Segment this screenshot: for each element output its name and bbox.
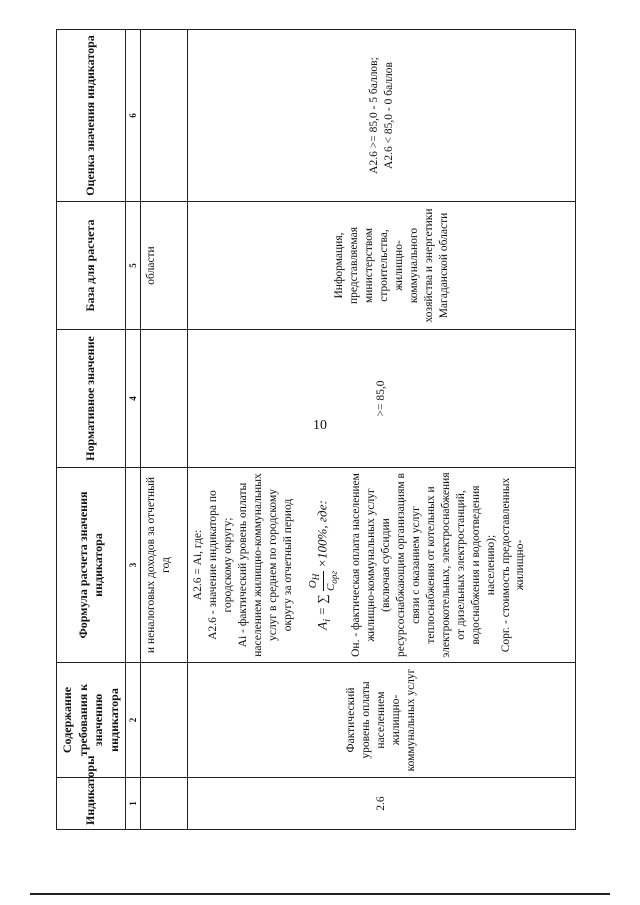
rotated-table-container — [56, 30, 576, 830]
base-text: Информация, представляемая министерством строительства, жилищно-коммунального хозяйства и энергетики Магаданской области — [332, 208, 450, 323]
indicator-table — [56, 29, 576, 830]
formula-definition: Аi - фактический уровень оплаты населением жилищно-коммунальных услуг в среднем по городскому округу за отчетный период — [237, 473, 294, 657]
indicator-row-2-6 — [188, 30, 576, 830]
column-number: 5 — [126, 202, 141, 330]
column-number: 2 — [126, 663, 141, 778]
continuation-row — [141, 30, 188, 830]
footer-divider — [30, 893, 610, 895]
page-number: 10 — [313, 418, 327, 433]
cont-indicator-cell — [141, 778, 188, 830]
requirement-text: Фактический уровень оплаты населением жилищно-коммунальных услуг — [188, 663, 576, 778]
header-score: Оценка значения индикатора — [57, 30, 126, 202]
formula-definition: Он. - фактическая оплата населением жилищно-коммунальных услуг (включая субсидии ресурсоснабжающим организациям в связи с оказанием услуг теплоснабжения от котельных и электрокотельных, электроснабжения от дизельных электростанций, водоснабжения и водоотведения населению); — [350, 472, 497, 658]
indicator-number: 2.6 — [188, 778, 576, 830]
formula-denominator: $C_{орг}$ — [325, 570, 340, 592]
formula-tail: ×100%, где: — [314, 500, 330, 568]
cont-base-cell: области — [141, 202, 188, 330]
formula-expression — [306, 472, 341, 658]
formula-intro: А2.6 = Аi, где: — [192, 529, 205, 601]
column-number: 4 — [126, 330, 141, 468]
header-row — [57, 30, 126, 830]
column-number: 3 — [126, 468, 141, 663]
column-number-row — [126, 30, 141, 830]
header-normative: Нормативное значение — [57, 330, 126, 468]
cont-normative-cell — [141, 330, 188, 468]
cont-score-cell — [141, 30, 188, 202]
header-requirement: Содержание требования к значению индикатора — [57, 663, 126, 778]
formula-sum: = ∑ — [314, 594, 330, 616]
header-formula: Формула расчета значения индикатора — [57, 468, 126, 663]
score-line: А2.6 < 85,0 - 0 баллов — [382, 62, 395, 169]
formula-lhs: A — [314, 621, 330, 630]
formula-definition: А2.6 - значение индикатора по городскому округу; — [207, 490, 235, 640]
header-indicators: Индикаторы — [57, 778, 126, 830]
formula-lhs-sub: i — [321, 618, 334, 622]
column-number: 1 — [126, 778, 141, 830]
formula-definition: Сорг. - стоимость предоставленных жилищно- — [499, 477, 527, 653]
score-line: А2.6 >= 85,0 - 5 баллов; — [367, 57, 380, 174]
header-base: База для расчета — [57, 202, 126, 330]
score-cell — [188, 30, 576, 202]
formula-cell — [188, 468, 576, 663]
cont-requirement-cell — [141, 663, 188, 778]
cont-formula-cell: и неналоговых доходов за отчетный год — [141, 468, 188, 663]
column-number: 6 — [126, 30, 141, 202]
base-cell — [188, 202, 576, 330]
normative-value: >= 85,0 — [188, 330, 576, 468]
formula-numerator: $O_H$ — [306, 571, 324, 591]
formula-fraction — [306, 571, 341, 591]
